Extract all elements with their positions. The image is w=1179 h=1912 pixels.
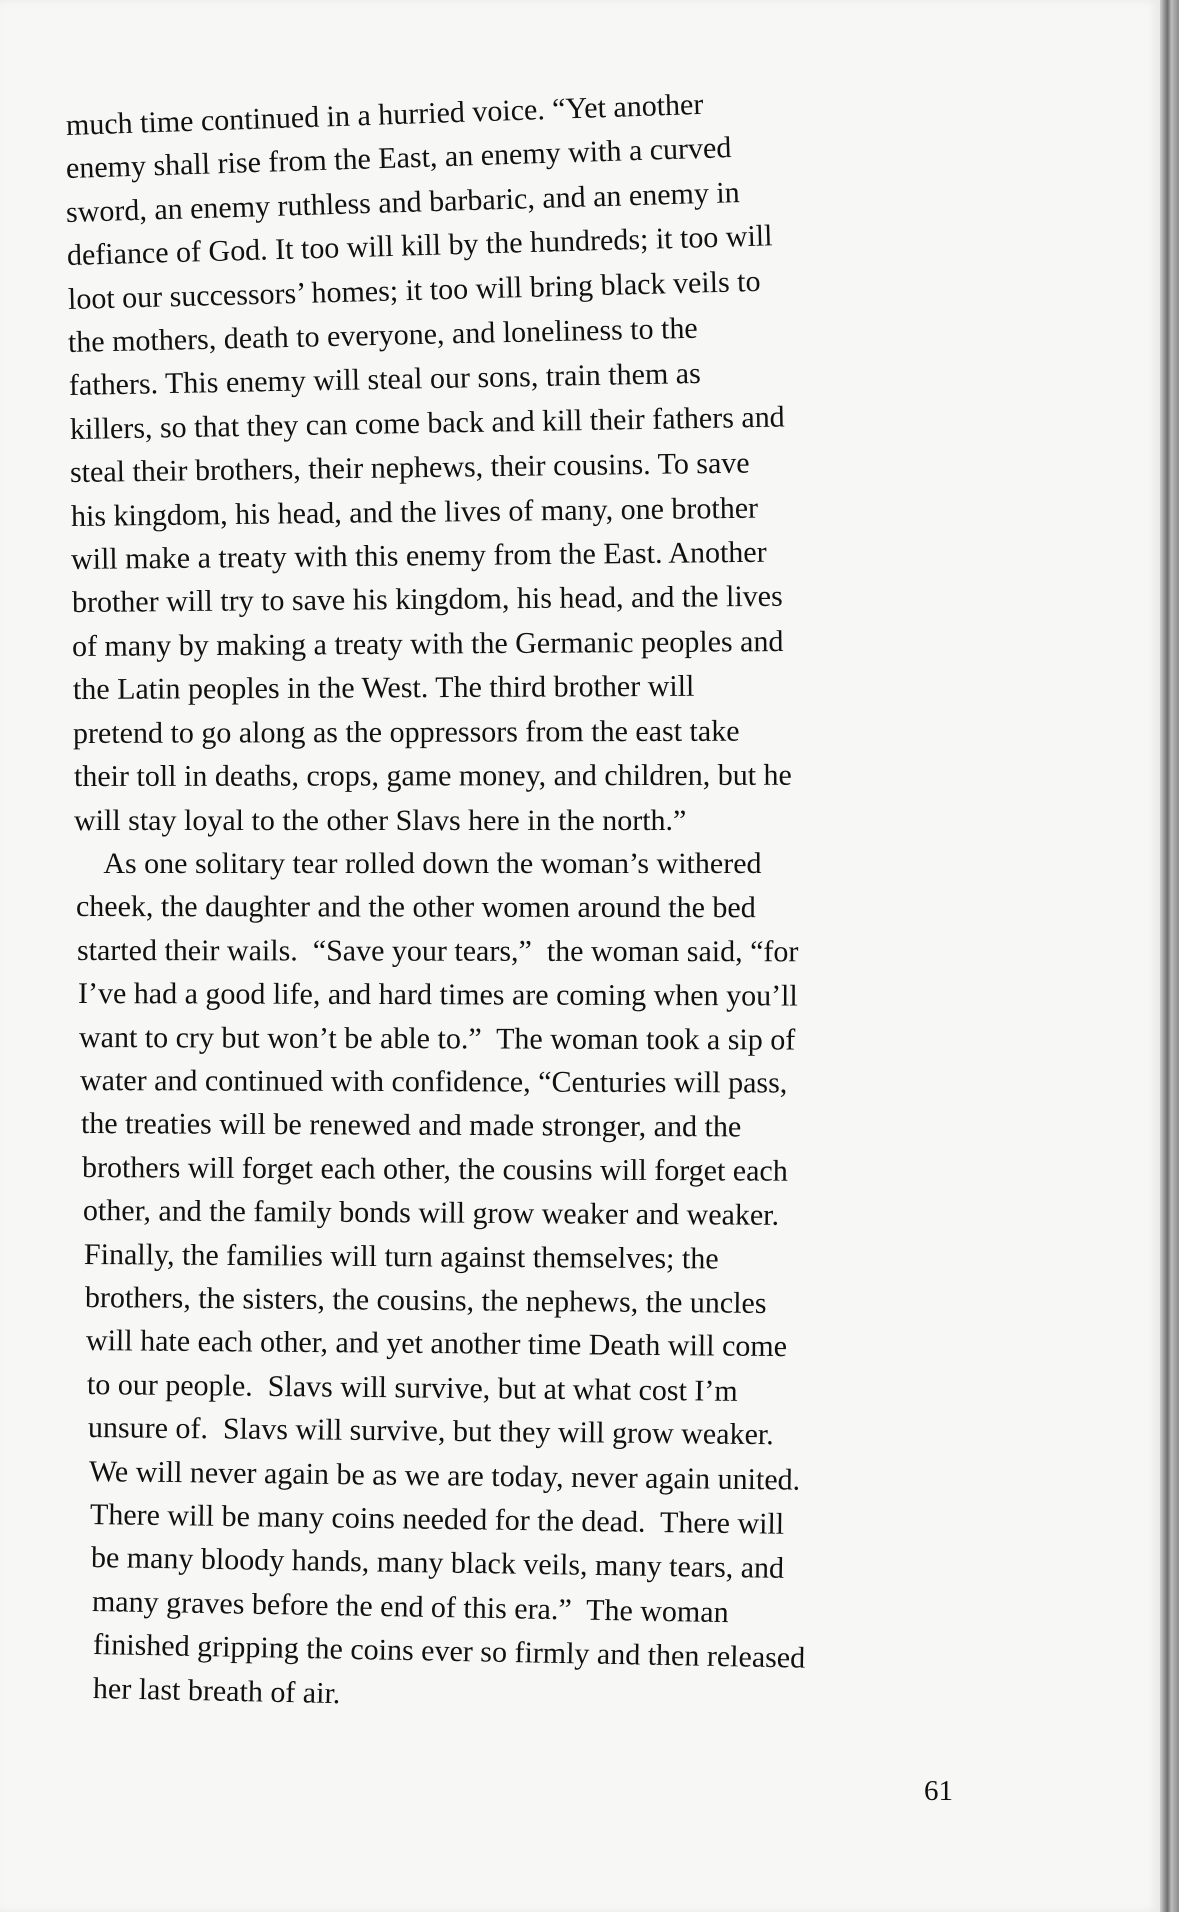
text-line: finished gripping the coins ever so firmly and then released (92, 1628, 806, 1675)
text-line: the Latin peoples in the West. The third brother will (72, 670, 695, 707)
text-line: We will never again be as we are today, never again united. (88, 1454, 801, 1497)
text-line: will hate each other, and yet another time Death will come (85, 1324, 788, 1364)
text-line: killers, so that they can come back and kill their fathers and (69, 400, 785, 446)
book-edge (1160, 0, 1179, 1912)
text-line: water and continued with confidence, “Centuries will pass, (79, 1063, 788, 1100)
text-line: want to cry but won’t be able to.” The woman took a sip of (78, 1020, 796, 1057)
text-line: loot our successors’ homes; it too will bring black veils to (67, 264, 761, 316)
text-line: will stay loyal to the other Slavs here in the north.” (74, 803, 687, 837)
page-number: 61 (924, 1775, 953, 1807)
text-line: I’ve had a good life, and hard times are coming when you’ll (77, 977, 798, 1013)
text-line: unsure of. Slavs will survive, but they will grow weaker. (87, 1411, 774, 1452)
body-text (65, 87, 974, 1710)
text-line: brothers will forget each other, the cousins will forget each (81, 1150, 788, 1188)
text-line: the treaties will be renewed and made stronger, and the (80, 1107, 742, 1144)
text-line: enemy shall rise from the East, an enemy with a curved (65, 131, 732, 186)
text-line: steal their brothers, their nephews, their cousins. To save (69, 446, 750, 490)
text-line: other, and the family bonds will grow weaker and weaker. (82, 1194, 780, 1233)
text-line: many graves before the end of this era.” The woman (91, 1584, 729, 1629)
text-line: brothers, the sisters, the cousins, the nephews, the uncles (84, 1280, 767, 1320)
text-line: pretend to go along as the oppressors from the east take (72, 714, 740, 750)
text-line: sword, an enemy ruthless and barbaric, and an enemy in (65, 175, 741, 229)
text-line: much time continued in a hurried voice. “Yet another (65, 87, 704, 142)
text-line: the mothers, death to everyone, and loneliness to the (67, 311, 699, 360)
text-line: be many bloody hands, many black veils, many tears, and (90, 1541, 785, 1586)
text-line: There will be many coins needed for the dead. There will (89, 1498, 785, 1541)
text-line: As one solitary tear rolled down the woman’s withered (75, 846, 762, 880)
text-line: started their wails. “Save your tears,” the woman said, “for (76, 933, 799, 968)
text-line: her last breath of air. (92, 1671, 341, 1710)
text-line: will make a treaty with this enemy from the East. Another (70, 535, 767, 577)
text-line: his kingdom, his head, and the lives of many, one brother (70, 491, 759, 533)
text-line: their toll in deaths, crops, game money, and children, but he (73, 758, 792, 794)
text-line: Finally, the families will turn against themselves; the (83, 1237, 719, 1275)
text-line: fathers. This enemy will steal our sons, train them as (68, 357, 702, 403)
text-line: of many by making a treaty with the Germanic peoples and (71, 624, 784, 663)
text-line: defiance of God. It too will kill by the hundreds; it too will (66, 219, 773, 273)
text-line: brother will try to save his kingdom, his head, and the lives (71, 580, 783, 620)
text-line: cheek, the daughter and the other women around the bed (75, 890, 756, 925)
text-line: to our people. Slavs will survive, but at what cost I’m (86, 1367, 738, 1408)
